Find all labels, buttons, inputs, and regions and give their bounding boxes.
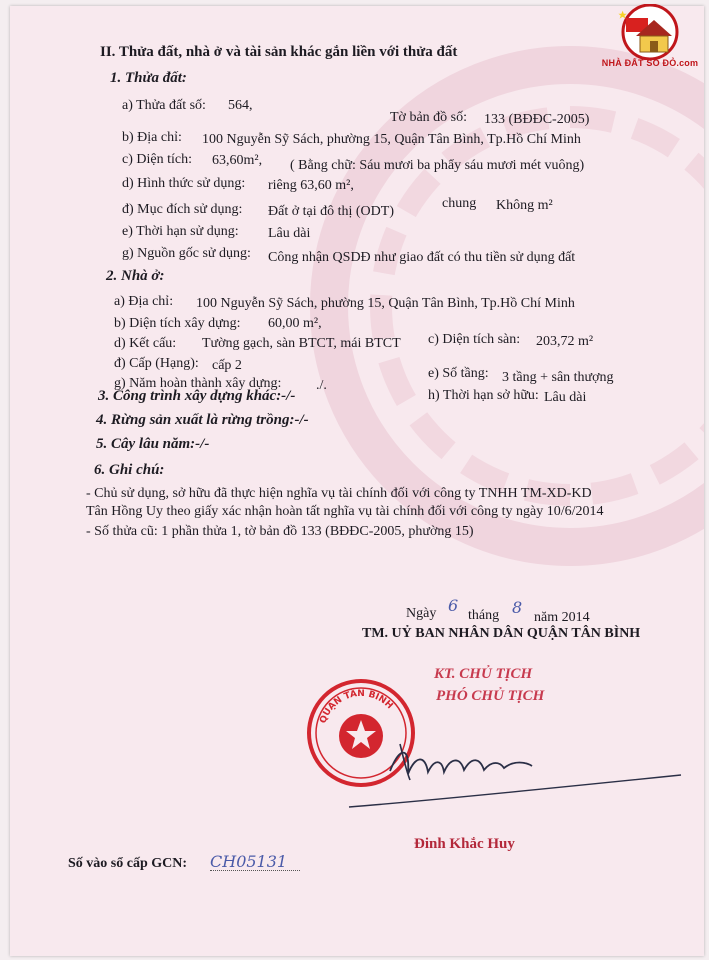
year-value: ./. <box>316 378 327 393</box>
year-label: g) Năm hoàn thành xây dựng: <box>114 376 282 391</box>
structure-label: d) Kết cấu: <box>114 336 177 351</box>
purpose-value: Đất ở tại đô thị (ODT) <box>268 204 394 219</box>
signature-flourish <box>345 761 685 821</box>
floor-area-value: 203,72 m² <box>536 334 594 349</box>
shared-value: Không m² <box>496 198 553 213</box>
map-label: Tờ bản đồ số: <box>390 110 468 125</box>
notes-heading: 6. Ghi chú: <box>94 462 165 478</box>
date-day: 6 <box>448 596 459 615</box>
grade-label: đ) Cấp (Hạng): <box>114 356 199 371</box>
land-heading: 1. Thửa đất: <box>110 70 187 86</box>
certificate-page <box>10 6 704 956</box>
house-icon <box>596 4 704 60</box>
notes-line-3: - Số thửa cũ: 1 phần thửa 1, tờ bản đồ 133 (BĐĐC-2005, phường 15) <box>86 524 474 539</box>
date-year: năm 2014 <box>534 610 590 625</box>
land-address-label: b) Địa chỉ: <box>122 130 182 145</box>
seal-text: QUẬN TÂN BÌNH <box>318 688 395 725</box>
plot-label: a) Thửa đất số: <box>122 98 206 113</box>
notes-line-2: Tân Hồng Uy theo giấy xác nhận hoàn tất nghĩa vụ tài chính đối với công ty ngày 10/6/2014 <box>86 504 604 519</box>
perennial-item: 5. Cây lâu năm:-/- <box>96 436 210 452</box>
registry-value: CH05131 <box>210 854 300 871</box>
usage-form-label: d) Hình thức sử dụng: <box>122 176 246 191</box>
ownership-value: Lâu dài <box>544 390 587 405</box>
floor-area-label: c) Diện tích sàn: <box>428 332 521 347</box>
section-title: II. Thửa đất, nhà ở và tài sản khác gắn liền với thửa đất <box>100 44 458 60</box>
purpose-label: đ) Mục đích sử dụng: <box>122 202 243 217</box>
term-label: e) Thời hạn sử dụng: <box>122 224 239 239</box>
plot-value: 564, <box>228 98 253 113</box>
forest-item: 4. Rừng sản xuất là rừng trồng:-/- <box>96 412 309 428</box>
term-value: Lâu dài <box>268 226 311 241</box>
land-area-label: c) Diện tích: <box>122 152 192 167</box>
position-1: KT. CHỦ TỊCH <box>434 666 533 682</box>
shared-label: chung <box>442 196 477 211</box>
build-area-label: b) Diện tích xây dựng: <box>114 316 241 331</box>
land-area-words: ( Bằng chữ: Sáu mươi ba phẩy sáu mươi mét vuông) <box>290 158 585 173</box>
house-address-value: 100 Nguyễn Sỹ Sách, phường 15, Quận Tân Bình, Tp.Hồ Chí Minh <box>196 296 575 311</box>
construction-item: 3. Công trình xây dựng khác:-/- <box>98 388 296 404</box>
origin-label: g) Nguồn gốc sử dụng: <box>122 246 251 261</box>
logo-text: NHÀ ĐẤT SỔ ĐỎ.com <box>601 58 699 68</box>
floors-value: 3 tầng + sân thượng <box>502 370 614 385</box>
structure-value: Tường gạch, sàn BTCT, mái BTCT <box>202 336 401 351</box>
grade-value: cấp 2 <box>212 358 242 373</box>
registry-label: Số vào sổ cấp GCN: <box>68 856 188 871</box>
house-heading: 2. Nhà ở: <box>106 268 165 284</box>
land-address-value: 100 Nguyễn Sỹ Sách, phường 15, Quận Tân Bình, Tp.Hồ Chí Minh <box>202 132 581 147</box>
notes-line-1: - Chủ sử dụng, sở hữu đã thực hiện nghĩa vụ tài chính đối với công ty TNHH TM-XD-KD <box>86 486 592 501</box>
floors-label: e) Số tầng: <box>428 366 489 381</box>
usage-form-value: riêng 63,60 m², <box>268 178 354 193</box>
position-2: PHÓ CHỦ TỊCH <box>436 688 545 704</box>
authority: TM. UỶ BAN NHÂN DÂN QUẬN TÂN BÌNH <box>362 626 641 641</box>
land-area-value: 63,60m², <box>212 153 263 168</box>
ownership-label: h) Thời hạn sở hữu: <box>428 388 539 403</box>
house-address-label: a) Địa chỉ: <box>114 294 174 309</box>
signer-name: Đinh Khắc Huy <box>414 836 515 852</box>
build-area-value: 60,00 m², <box>268 316 322 331</box>
map-value: 133 (BĐĐC-2005) <box>484 112 590 127</box>
date-prefix: Ngày <box>406 606 437 621</box>
date-month: 8 <box>512 598 523 617</box>
site-logo <box>596 4 704 74</box>
date-month-label: tháng <box>468 608 500 623</box>
origin-value: Công nhận QSDĐ như giao đất có thu tiền sử dụng đất <box>268 250 576 265</box>
